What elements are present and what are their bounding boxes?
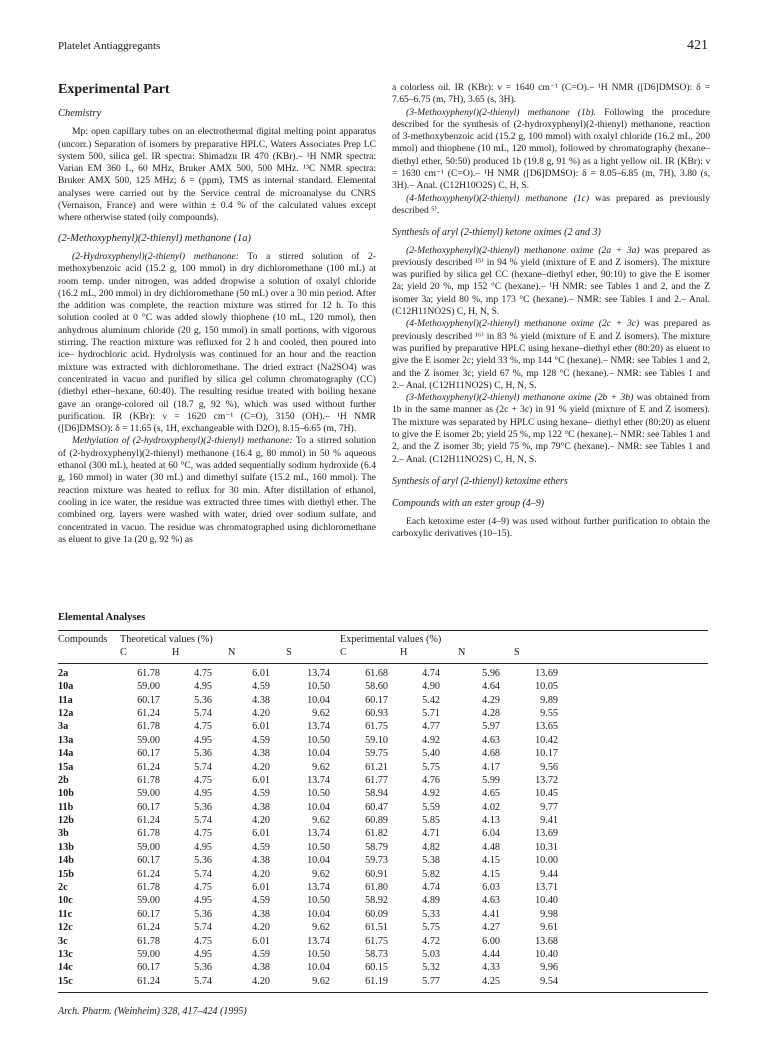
- elemental-analyses-table: [58, 630, 708, 993]
- table-cell: 13.74: [307, 721, 330, 733]
- table-cell: 6.01: [252, 774, 270, 786]
- paragraph-text: was prepared as previously described ¹⁶⁾ in 83 % yield (mixture of E and Z isomers). The mixture was purified by preparative HPLC using hexane–diethyl ether (80:20) as eluent to give the E isomer 2c; yield 33 %, mp 144 °C (hexane).– NMR: see Tables 1 and 2, and the Z isomer 3c; yield 67 %, mp 128 °C (hexane).– NMR: see Tables 1 and 2.– Anal. (C12H11NO2S) C, H, N, S.: [392, 318, 710, 391]
- compound-id: 14b: [58, 855, 74, 867]
- table-cell: 6.03: [482, 882, 500, 894]
- compound-id: 11a: [58, 694, 73, 706]
- compound-id: 13c: [58, 948, 73, 960]
- table-cell: 4.15: [482, 868, 500, 880]
- table-cell: 4.71: [422, 828, 440, 840]
- table-row: [58, 909, 708, 922]
- compound-id: 15b: [58, 868, 74, 880]
- table-cell: 10.04: [307, 962, 330, 974]
- table-cell: 5.40: [422, 748, 440, 760]
- compound-id: 2c: [58, 882, 68, 894]
- table-cell: 5.74: [194, 707, 212, 719]
- table-cell: 4.59: [252, 841, 270, 853]
- header-c: C: [340, 647, 347, 659]
- table-cell: 5.71: [422, 707, 440, 719]
- table-cell: 10.50: [307, 788, 330, 800]
- page-number: 421: [687, 38, 708, 53]
- table-row: [58, 681, 708, 694]
- paragraph-text: was prepared as previously described ¹⁵⁾ in 94 % yield (mixture of E and Z isomers). The mixture was purified by silica gel CC (hexane–diethyl ether, 90:10) to give the E isomer 2a; yield 20 %, mp 152 °C (hexane).– ¹H NMR: see Tables 1 and 2, and the Z isomer 3a; yield 80 %, mp 173 °C (hexane).– NMR: see Tables 1 and 2.– Anal. (C12H11NO2S) C, H, N, S.: [392, 244, 710, 318]
- table-cell: 4.27: [482, 922, 500, 934]
- table-cell: 60.17: [137, 748, 160, 760]
- table-cell: 10.50: [307, 841, 330, 853]
- table-cell: 61.24: [137, 707, 160, 719]
- paragraph-label: (4-Methoxyphenyl)(2-thienyl) methanone oxime (2c + 3c): [406, 318, 640, 330]
- table-cell: 5.33: [422, 908, 440, 920]
- table-cell: 4.15: [482, 855, 500, 867]
- table-cell: 58.79: [365, 841, 388, 853]
- paragraph-text: was prepared as previously described ⁵⁾.: [392, 192, 710, 216]
- table-cell: 4.41: [482, 908, 500, 920]
- table-cell: 4.59: [252, 788, 270, 800]
- table-cell: 13.74: [307, 828, 330, 840]
- table-cell: 9.54: [540, 975, 558, 987]
- compound-heading: (2-Methoxyphenyl)(2-thienyl) methanone (1a): [58, 232, 251, 244]
- table-cell: 5.32: [422, 962, 440, 974]
- compound-id: 15a: [58, 761, 74, 773]
- table-cell: 10.31: [535, 841, 558, 853]
- table-cell: 61.78: [137, 935, 160, 947]
- table-cell: 4.63: [482, 895, 500, 907]
- table-cell: 4.25: [482, 975, 500, 987]
- table-cell: 4.75: [194, 828, 212, 840]
- table-cell: 60.17: [137, 694, 160, 706]
- table-cell: 4.44: [482, 948, 500, 960]
- table-cell: 61.24: [137, 922, 160, 934]
- table-cell: 5.75: [422, 922, 440, 934]
- table-cell: 10.40: [535, 948, 558, 960]
- table-cell: 9.56: [540, 761, 558, 773]
- table-cell: 59.73: [365, 855, 388, 867]
- compound-id: 12c: [58, 922, 73, 934]
- table-cell: 4.72: [422, 935, 440, 947]
- paragraph: [392, 245, 710, 319]
- table-cell: 9.62: [312, 815, 330, 827]
- table-cell: 58.73: [365, 948, 388, 960]
- table-cell: 13.74: [307, 882, 330, 894]
- table-cell: 4.59: [252, 895, 270, 907]
- table-cell: 61.82: [365, 828, 388, 840]
- compound-id: 3a: [58, 721, 69, 733]
- compound-id: 12a: [58, 707, 74, 719]
- table-cell: 4.38: [252, 694, 270, 706]
- table-cell: 4.20: [252, 868, 270, 880]
- table-cell: 4.59: [252, 734, 270, 746]
- table-cell: 5.99: [482, 774, 500, 786]
- table-cell: 10.42: [535, 734, 558, 746]
- table-cell: 6.01: [252, 882, 270, 894]
- table-cell: 4.33: [482, 962, 500, 974]
- table-cell: 61.78: [137, 882, 160, 894]
- table-cell: 10.45: [535, 788, 558, 800]
- table-cell: 5.59: [422, 801, 440, 813]
- table-cell: 10.04: [307, 801, 330, 813]
- subsection-heading: Synthesis of aryl (2-thienyl) ketoxime ethers: [392, 475, 568, 487]
- paragraph-text: Following the procedure described for the synthesis of (2-hydroxyphenyl)(2-thienyl) methanone, reaction of 3-methoxybenzoic acid (15.2 g, 100 mmol) with oxalyl chloride (16.2 mL, 200 mmol) and thiophene (10 mL, 120 mmol), followed by chromatography (hexane–diethyl ether, 50:50) produced 1b (19.8 g, 91 %) as a light yellow oil. IR (KBr): ν = 1630 cm⁻¹ (C=O).– ¹H NMR ([D6]DMSO): δ = 8.05–6.85 (m, 7H), 3.80 (s, 3H).– Anal. (C12H10O2S) C, H, S.: [392, 106, 710, 192]
- paragraph-text: To a stirred solution of (2-hydroxyphenyl)(2-thienyl) methanone (16.4 g, 80 mmol) in 50 % aqueous ethanol (300 mL), heated at 60 °C, was added sequentially sodium hydroxide (6.4 g, 160 mmol) in water (30 mL) and dimethyl sulfate (15.2 mL, 160 mmol). The reaction mixture was heated to reflux for 30 min. After distillation of ethanol, cooling in ice water, the residue was extracted three times with diethyl ether. The combined org. layers were washed with water, dried over sodium sulfate, and concentrated in vacuo. The residue was chromatographed using dichloromethane as eluent to give 1a (20 g, 92 %) as: [58, 435, 377, 545]
- table-cell: 10.50: [307, 895, 330, 907]
- table-cell: 4.38: [252, 962, 270, 974]
- section-heading: Experimental Part: [58, 82, 170, 97]
- compound-id: 11c: [58, 908, 73, 920]
- table-cell: 5.77: [422, 975, 440, 987]
- header-n: N: [458, 647, 466, 659]
- table-cell: 4.82: [422, 841, 440, 853]
- table-cell: 59.10: [365, 734, 388, 746]
- table-cell: 4.17: [482, 761, 500, 773]
- table-row: [58, 815, 708, 828]
- paragraph: [58, 435, 376, 546]
- compound-id: 11b: [58, 801, 74, 813]
- table-cell: 4.75: [194, 774, 212, 786]
- table-row: [58, 882, 708, 895]
- table-cell: 60.93: [365, 707, 388, 719]
- table-cell: 59.00: [137, 788, 160, 800]
- table-cell: 4.20: [252, 975, 270, 987]
- table-cell: 5.74: [194, 868, 212, 880]
- footer-citation: Arch. Pharm. (Weinheim) 328, 417–424 (1995): [58, 1006, 247, 1017]
- table-cell: 4.48: [482, 841, 500, 853]
- table-cell: 4.20: [252, 707, 270, 719]
- table-cell: 60.17: [137, 855, 160, 867]
- table-cell: 5.82: [422, 868, 440, 880]
- table-cell: 4.64: [482, 681, 500, 693]
- table-cell: 13.68: [535, 935, 558, 947]
- table-cell: 61.75: [365, 721, 388, 733]
- table-cell: 60.89: [365, 815, 388, 827]
- table-cell: 61.68: [365, 667, 388, 679]
- table-cell: 60.15: [365, 962, 388, 974]
- paragraph: Mp: open capillary tubes on an electrothermal digital melting point apparatus (uncorr.) Separation of isomers by preparative HPLC, Waters Associates Prep LC system 500, silica gel. IR spectra: Shimadzu IR 470 (KBr).– ¹H NMR spectra: Varian EM 360 L, 60 MHz, Bruker AMX 500, 500 MHz. ¹³C NMR spectra: Bruker AMX 500, 125 MHz; δ = (ppm), TMS as internal standard. Elemental analyses were carried out by the Service central de microanalyse du CNRS (Vernaison, France) and were within ± 0.4 % of the calculated values except where otherwise stated (oily compounds).: [58, 126, 376, 224]
- table-cell: 4.95: [194, 948, 212, 960]
- subsection-heading: Chemistry: [58, 108, 102, 119]
- paragraph-label: (2-Hydroxyphenyl)(2-thienyl) methanone:: [72, 250, 239, 262]
- table-cell: 4.29: [482, 694, 500, 706]
- table-cell: 4.74: [422, 667, 440, 679]
- table-cell: 10.05: [535, 681, 558, 693]
- table-cell: 5.36: [194, 855, 212, 867]
- table-cell: 61.78: [137, 828, 160, 840]
- header-h: H: [172, 647, 180, 659]
- table-cell: 4.95: [194, 841, 212, 853]
- table-cell: 61.78: [137, 667, 160, 679]
- table-cell: 5.36: [194, 962, 212, 974]
- header-s: S: [514, 647, 520, 659]
- table-row: [58, 869, 708, 882]
- table-cell: 13.72: [535, 774, 558, 786]
- table-cell: 4.74: [422, 882, 440, 894]
- compound-id: 14c: [58, 962, 73, 974]
- table-cell: 13.74: [307, 774, 330, 786]
- paragraph: Each ketoxime ester (4–9) was used without further purification to obtain the carboxylic derivatives (10–15).: [392, 515, 710, 539]
- table-cell: 5.75: [422, 761, 440, 773]
- paragraph: [392, 193, 710, 218]
- header-theoretical: Theoretical values (%): [120, 634, 213, 645]
- paragraph-label: (4-Methoxyphenyl)(2-thienyl) methanone (1c): [406, 192, 590, 204]
- compound-id: 12b: [58, 815, 74, 827]
- table-cell: 59.00: [137, 681, 160, 693]
- table-subheader-row: [58, 647, 708, 660]
- table-cell: 60.17: [365, 694, 388, 706]
- table-cell: 4.75: [194, 667, 212, 679]
- table-cell: 4.76: [422, 774, 440, 786]
- right-column: [392, 82, 710, 540]
- table-row: [58, 708, 708, 721]
- compound-id: 14a: [58, 748, 74, 760]
- header-h: H: [400, 647, 408, 659]
- table-row: [58, 922, 708, 935]
- table-row: [58, 735, 708, 748]
- table-rule-bottom: [58, 992, 708, 993]
- table-cell: 60.47: [365, 801, 388, 813]
- compound-id: 3b: [58, 828, 69, 840]
- paragraph: a colorless oil. IR (KBr): ν = 1640 cm⁻¹ (C=O).– ¹H NMR ([D6]DMSO): δ = 7.65–6.75 (m, 7H), 3.65 (s, 3H).: [392, 82, 710, 106]
- table-cell: 9.62: [312, 707, 330, 719]
- table-cell: 6.04: [482, 828, 500, 840]
- table-cell: 4.65: [482, 788, 500, 800]
- header-compounds: Compounds: [58, 634, 108, 645]
- table-cell: 59.00: [137, 895, 160, 907]
- table-cell: 5.74: [194, 975, 212, 987]
- table-cell: 13.74: [307, 935, 330, 947]
- table-cell: 9.41: [540, 815, 558, 827]
- table-row: [58, 775, 708, 788]
- table-cell: 61.51: [365, 922, 388, 934]
- table-cell: 4.02: [482, 801, 500, 813]
- table-row: [58, 748, 708, 761]
- table-cell: 4.95: [194, 788, 212, 800]
- table-cell: 9.62: [312, 975, 330, 987]
- compound-id: 2a: [58, 667, 69, 679]
- table-cell: 60.91: [365, 868, 388, 880]
- table-cell: 61.75: [365, 935, 388, 947]
- table-cell: 61.24: [137, 761, 160, 773]
- table-cell: 5.36: [194, 801, 212, 813]
- table-cell: 6.01: [252, 721, 270, 733]
- header-experimental: Experimental values (%): [340, 634, 442, 645]
- paragraph: [392, 318, 710, 392]
- table-row: [58, 721, 708, 734]
- header-c: C: [120, 647, 127, 659]
- table-cell: 4.59: [252, 948, 270, 960]
- table-cell: 4.38: [252, 855, 270, 867]
- table-row: [58, 949, 708, 962]
- table-cell: 4.68: [482, 748, 500, 760]
- table-row: [58, 976, 708, 989]
- paragraph-label: (3-Methoxyphenyl)(2-thienyl) methanone oxime (2b + 3b): [406, 392, 634, 404]
- table-cell: 4.77: [422, 721, 440, 733]
- table-cell: 4.38: [252, 801, 270, 813]
- table-cell: 61.77: [365, 774, 388, 786]
- table-body: [58, 668, 708, 989]
- table-cell: 4.95: [194, 895, 212, 907]
- table-cell: 5.97: [482, 721, 500, 733]
- table-cell: 10.50: [307, 681, 330, 693]
- table-cell: 58.92: [365, 895, 388, 907]
- table-cell: 58.60: [365, 681, 388, 693]
- table-cell: 4.95: [194, 734, 212, 746]
- table-cell: 9.62: [312, 868, 330, 880]
- table-cell: 60.17: [137, 908, 160, 920]
- table-cell: 61.21: [365, 761, 388, 773]
- table-cell: 59.00: [137, 734, 160, 746]
- table-row: [58, 788, 708, 801]
- paragraph-label: (3-Methoxyphenyl)(2-thienyl) methanone (1b).: [406, 106, 597, 118]
- table-cell: 4.28: [482, 707, 500, 719]
- table-cell: 10.17: [535, 748, 558, 760]
- compound-id: 10b: [58, 788, 74, 800]
- header-n: N: [228, 647, 236, 659]
- table-cell: 61.19: [365, 975, 388, 987]
- table-cell: 5.74: [194, 761, 212, 773]
- table-cell: 59.75: [365, 748, 388, 760]
- table-cell: 61.24: [137, 815, 160, 827]
- compound-id: 10c: [58, 895, 73, 907]
- table-row: [58, 668, 708, 681]
- table-cell: 6.01: [252, 935, 270, 947]
- table-cell: 5.42: [422, 694, 440, 706]
- table-cell: 13.74: [307, 667, 330, 679]
- table-cell: 4.92: [422, 788, 440, 800]
- table-cell: 10.04: [307, 694, 330, 706]
- table-row: [58, 855, 708, 868]
- table-cell: 4.59: [252, 681, 270, 693]
- table-cell: 10.50: [307, 734, 330, 746]
- table-cell: 13.65: [535, 721, 558, 733]
- paragraph: [392, 107, 710, 193]
- table-cell: 5.36: [194, 694, 212, 706]
- table-cell: 9.62: [312, 922, 330, 934]
- table-cell: 4.75: [194, 882, 212, 894]
- table-row: [58, 842, 708, 855]
- table-cell: 60.17: [137, 962, 160, 974]
- paragraph-label: Methylation of (2-hydroxyphenyl)(2-thienyl) methanone:: [72, 435, 293, 447]
- table-cell: 6.01: [252, 667, 270, 679]
- left-column: [58, 82, 376, 546]
- table-cell: 58.94: [365, 788, 388, 800]
- table-cell: 4.89: [422, 895, 440, 907]
- table-cell: 60.09: [365, 908, 388, 920]
- table-cell: 61.24: [137, 868, 160, 880]
- table-row: [58, 762, 708, 775]
- compound-id: 13a: [58, 734, 74, 746]
- table-cell: 10.40: [535, 895, 558, 907]
- table-cell: 9.89: [540, 694, 558, 706]
- table-cell: 9.77: [540, 801, 558, 813]
- table-cell: 4.90: [422, 681, 440, 693]
- table-cell: 4.13: [482, 815, 500, 827]
- table-cell: 9.61: [540, 922, 558, 934]
- table-cell: 5.96: [482, 667, 500, 679]
- table-row: [58, 828, 708, 841]
- table-cell: 4.20: [252, 815, 270, 827]
- table-row: [58, 695, 708, 708]
- table-cell: 61.78: [137, 721, 160, 733]
- table-cell: 13.69: [535, 828, 558, 840]
- table-cell: 10.04: [307, 855, 330, 867]
- table-rule-top: [58, 630, 708, 631]
- table-cell: 10.00: [535, 855, 558, 867]
- table-cell: 4.95: [194, 681, 212, 693]
- paragraph-text: To a stirred solution of 2-methoxybenzoic acid (15.2 g, 100 mmol) in dry dichloromethane (100 mL) at room temp. under nitrogen, was added dropwise a solution of oxalyl chloride (16.2 mL, 200 mmol) in dry dichloromethane (50 mL) over a 30 min period. After the addition was complete, the reaction mixture was stirred for 12 h. To this solution cooled at 0 °C was added slowly thiophene (10 mL, 120 mmol), then anhydrous aluminum chloride (20 g, 150 mmol) in small portions, with vigorous stirring. The reaction mixture was refluxed for 2 h and cooled, then poured into ice– hydrochloric acid. Hydrolysis was continued for an hour and the reaction mixture was extracted with dichloromethane. The dried extract (Na2SO4) was concentrated in vacuo and purified by silica gel column chromatography (CC) (diethyl ether–hexane, 60:40). The resulting residue treated with boiling hexane gave an orange-colored oil (18.7 g, 92 %), which was used without further purification. IR (KBr): ν = 1620 cm⁻¹ (C=O), 3150 (OH).– ¹H NMR ([D6]DMSO): δ = 11.65 (s, 1H, exchangeable with D2O), 8.15–6.65 (m, 7H).: [58, 250, 376, 435]
- table-cell: 6.01: [252, 828, 270, 840]
- table-cell: 4.38: [252, 908, 270, 920]
- table-cell: 59.00: [137, 841, 160, 853]
- table-cell: 4.75: [194, 721, 212, 733]
- table-cell: 4.63: [482, 734, 500, 746]
- table-cell: 5.36: [194, 748, 212, 760]
- table-cell: 4.75: [194, 935, 212, 947]
- table-cell: 13.69: [535, 667, 558, 679]
- table-cell: 9.96: [540, 962, 558, 974]
- compound-id: 3c: [58, 935, 68, 947]
- table-cell: 4.20: [252, 761, 270, 773]
- table-cell: 5.38: [422, 855, 440, 867]
- table-cell: 6.00: [482, 935, 500, 947]
- table-row: [58, 802, 708, 815]
- table-cell: 4.92: [422, 734, 440, 746]
- table-cell: 5.74: [194, 815, 212, 827]
- compound-id: 13b: [58, 841, 74, 853]
- paragraph: [58, 251, 376, 435]
- table-header-row: [58, 634, 708, 647]
- table-cell: 59.00: [137, 948, 160, 960]
- paragraph-text: was obtained from 1b in the same manner as (2c + 3c) in 91 % yield (mixture of E and Z isomers). The mixture was separated by HPLC using hexane– diethyl ether (80:20) as eluent to give the E isomer 2b; yield 25 %, mp 122 °C (hexane).– NMR: see Tables 1 and 2, and the Z isomer 3b; yield 75 %, mp 79°C (hexane).– NMR: see Tables 1 and 2.– Anal. (C12H11NO2S) C, H, N, S.: [392, 392, 710, 465]
- table-cell: 4.38: [252, 748, 270, 760]
- table-cell: 61.80: [365, 882, 388, 894]
- table-cell: 5.36: [194, 908, 212, 920]
- table-title: Elemental Analyses: [58, 612, 146, 623]
- subsection-heading: Synthesis of aryl (2-thienyl) ketone oximes (2 and 3): [392, 227, 601, 239]
- table-cell: 10.04: [307, 908, 330, 920]
- compound-id: 10a: [58, 681, 74, 693]
- table-cell: 60.17: [137, 801, 160, 813]
- compound-id: 15c: [58, 975, 73, 987]
- table-row: [58, 895, 708, 908]
- table-row: [58, 936, 708, 949]
- header-s: S: [286, 647, 292, 659]
- table-cell: 9.44: [540, 868, 558, 880]
- running-head: Platelet Antiaggregants: [58, 40, 161, 52]
- table-cell: 9.55: [540, 707, 558, 719]
- table-cell: 5.03: [422, 948, 440, 960]
- table-cell: 13.71: [535, 882, 558, 894]
- paragraph-label: (2-Methoxyphenyl)(2-thienyl) methanone oxime (2a + 3a): [406, 244, 640, 256]
- compound-id: 2b: [58, 774, 69, 786]
- table-cell: 10.04: [307, 748, 330, 760]
- table-rule-mid: [58, 663, 708, 664]
- table-cell: 61.78: [137, 774, 160, 786]
- table-cell: 5.85: [422, 815, 440, 827]
- table-cell: 9.98: [540, 908, 558, 920]
- paragraph: [392, 392, 710, 466]
- subsection-heading: Compounds with an ester group (4–9): [392, 498, 545, 510]
- table-cell: 4.20: [252, 922, 270, 934]
- table-cell: 61.24: [137, 975, 160, 987]
- table-row: [58, 962, 708, 975]
- table-cell: 5.74: [194, 922, 212, 934]
- table-cell: 9.62: [312, 761, 330, 773]
- table-cell: 10.50: [307, 948, 330, 960]
